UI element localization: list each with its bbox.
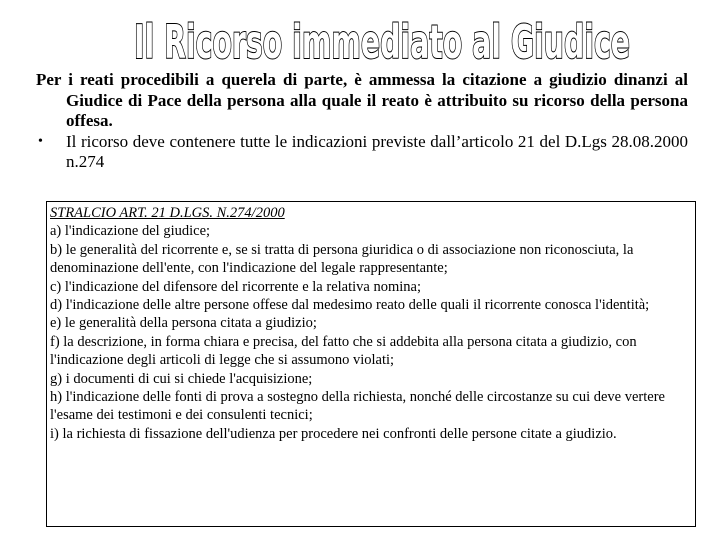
excerpt-item-f: f) la descrizione, in forma chiara e precisa, del fatto che si addebita alla persona citata a giudizio, con l'indicazione degli articoli di legge che si assumono violati; xyxy=(50,333,637,369)
excerpt-item-e: e) le generalità della persona citata a giudizio; xyxy=(50,315,317,332)
excerpt-item-a: a) l'indicazione del giudice; xyxy=(50,223,211,240)
excerpt-item-h: h) l'indicazione delle fonti di prova a sostegno della richiesta, nonché delle circostanze su cui deve vertere l'esame dei testimoni e dei consulenti tecnici; xyxy=(50,389,665,424)
slide-title-area xyxy=(0,6,720,66)
excerpt-item-g: g) i documenti di cui si chiede l'acquisizione; xyxy=(50,370,313,387)
slide-title: Il Ricorso immediato al Giudice xyxy=(134,15,630,66)
slide-title-graphic xyxy=(0,6,720,66)
bullet-dot-icon: • xyxy=(38,133,43,149)
excerpt-heading: STRALCIO ART. 21 D.LGS. N.274/2000 xyxy=(50,205,285,221)
bullet-paragraph: Il ricorso deve contenere tutte le indicazioni previste dall’articolo 21 del D.Lgs 28.08.2000 n.274 xyxy=(66,131,688,171)
excerpt-item-c: c) l'indicazione del difensore del ricorrente e la relativa nomina; xyxy=(50,278,421,295)
intro-paragraph: Per i reati procedibili a querela di parte, è ammessa la citazione a giudizio dinanzi al Giudice di Pace della persona alla quale il reato è attribuito su ricorso della persona offesa. xyxy=(36,70,688,130)
excerpt-item-b: b) le generalità del ricorrente e, se si tratta di persona giuridica o di associazione non riconosciuta, la denominazione dell'ente, con l'indicazione del legale rappresentante; xyxy=(50,241,634,277)
intro-section xyxy=(36,70,688,173)
excerpt-item-d: d) l'indicazione delle altre persone offese dal medesimo reato delle quali il ricorrente conosca l'identità; xyxy=(50,297,650,314)
bullet-item xyxy=(36,132,688,173)
excerpt-item-i: i) la richiesta di fissazione dell'udienza per procedere nei confronti delle persone citate a giudizio. xyxy=(50,425,617,442)
law-excerpt-box xyxy=(46,201,696,527)
